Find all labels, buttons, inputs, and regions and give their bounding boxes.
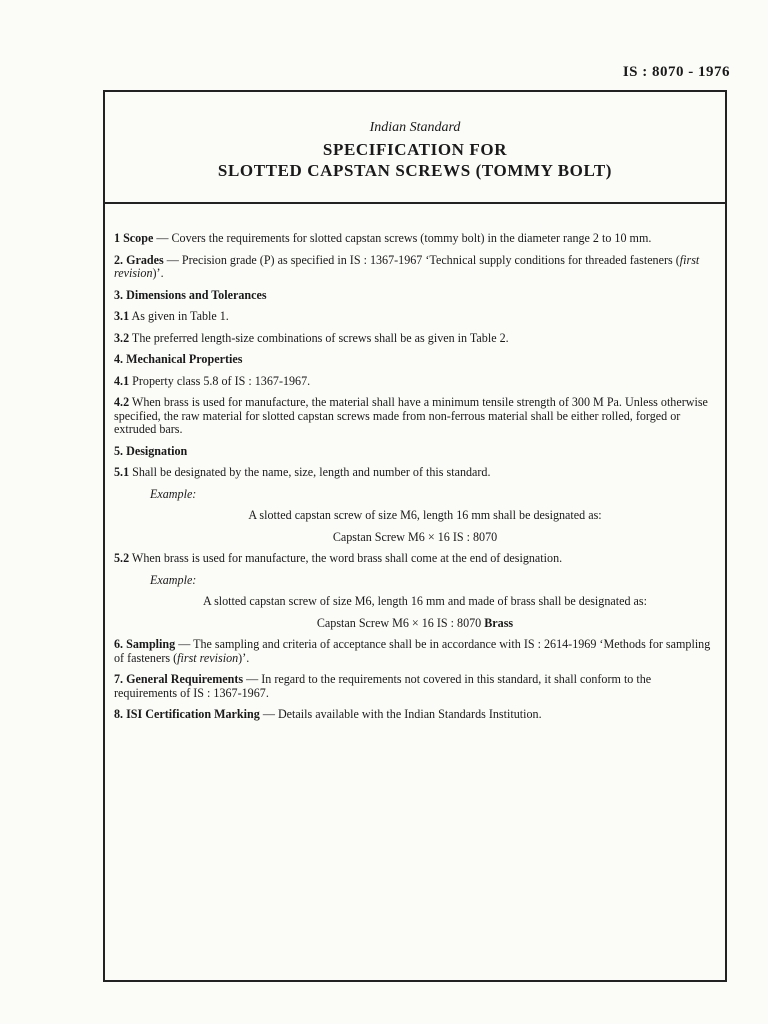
section-designation-heading: 5. Designation (114, 443, 188, 458)
document-body (105, 204, 725, 722)
section-text: As given in Table 1. (129, 309, 229, 323)
section-text: Property class 5.8 of IS : 1367-1967. (129, 373, 311, 388)
designation-text: Capstan Screw M6 × 16 IS : 8070 (316, 615, 485, 630)
section-heading: 7. General Requirements (114, 672, 244, 686)
section-3-2 (114, 332, 716, 346)
page-frame (103, 90, 727, 982)
section-italic: first revision (177, 650, 239, 665)
section-text: When brass is used for manufacture, the word brass shall come at the end of designation. (129, 551, 563, 565)
example-text: A slotted capstan screw of size M6, length 16 mm shall be designated as: (248, 508, 602, 522)
section-5-2 (114, 552, 716, 566)
section-heading: 8. ISI Certification Marking (114, 707, 260, 721)
document-number: IS : 8070 - 1976 (622, 64, 730, 80)
section-text: )’. (152, 266, 164, 280)
section-isi-certification (114, 708, 716, 722)
section-heading: 6. Sampling (114, 637, 176, 651)
section-number: 4.2 (114, 395, 130, 409)
designation-example: Capstan Screw M6 × 16 IS : 8070 (332, 529, 498, 544)
title-line-1: SPECIFICATION FOR (322, 140, 508, 159)
section-text: — In regard to the requirements not covered in this standard, it shall conform to the requirements of IS : 1367-1967. (114, 672, 652, 700)
section-5-1 (114, 466, 716, 480)
section-text: — The sampling and criteria of acceptance shall be in accordance with IS : 2614-1969 ‘Methods for sampling of fasteners ( (114, 637, 711, 665)
section-mechanical-heading: 4. Mechanical Properties (114, 352, 243, 366)
standard-subtitle: Indian Standard (369, 120, 461, 135)
section-text: Shall be designated by the name, size, length and number of this standard. (129, 465, 491, 479)
section-number: 5.1 (114, 465, 130, 479)
section-text: — Covers the requirements for slotted capstan screws (tommy bolt) in the diameter range 2 to 10 mm. (153, 231, 652, 245)
example-label: Example: (150, 486, 197, 501)
section-heading: Grades (126, 252, 164, 267)
section-heading: Scope (123, 231, 154, 245)
section-dimensions-heading: 3. Dimensions and Tolerances (114, 287, 267, 302)
section-general-requirements (114, 673, 716, 700)
section-text: The preferred length-size combinations of screws shall be as given in Table 2. (129, 330, 509, 345)
section-4-1 (114, 375, 716, 389)
section-4-2 (114, 396, 716, 437)
section-number: 4.1 (114, 373, 130, 388)
section-number: 2. (114, 252, 124, 267)
section-text: When brass is used for manufacture, the material shall have a minimum tensile strength of 300 M Pa. Unless otherwise specified, the raw material for slotted capstan screws made from non-ferrous material shall be either rolled, forged or extruded bars. (114, 395, 708, 436)
section-text: — Details available with the Indian Standards Institution. (259, 707, 542, 721)
section-grades (114, 254, 716, 281)
example-label: Example: (150, 572, 197, 587)
section-italic: first revision (114, 252, 700, 280)
section-number: 3.2 (114, 330, 130, 345)
section-text: )’. (238, 650, 250, 665)
designation-brass: Brass (484, 615, 514, 630)
section-text: — Precision grade (P) as specified in IS : 1367-1967 ‘Technical supply conditions for threaded fasteners ( (163, 252, 680, 267)
section-sampling (114, 638, 716, 665)
title-block (105, 92, 725, 204)
section-number: 5.2 (114, 551, 130, 565)
title-line-2: SLOTTED CAPSTAN SCREWS (TOMMY BOLT) (217, 161, 613, 180)
section-number: 1 (114, 231, 121, 245)
section-scope (114, 232, 716, 246)
section-3-1 (114, 310, 716, 324)
example-text: A slotted capstan screw of size M6, length 16 mm and made of brass shall be designated as: (202, 594, 647, 608)
section-number: 3.1 (114, 309, 130, 323)
designation-example-brass (114, 617, 716, 631)
